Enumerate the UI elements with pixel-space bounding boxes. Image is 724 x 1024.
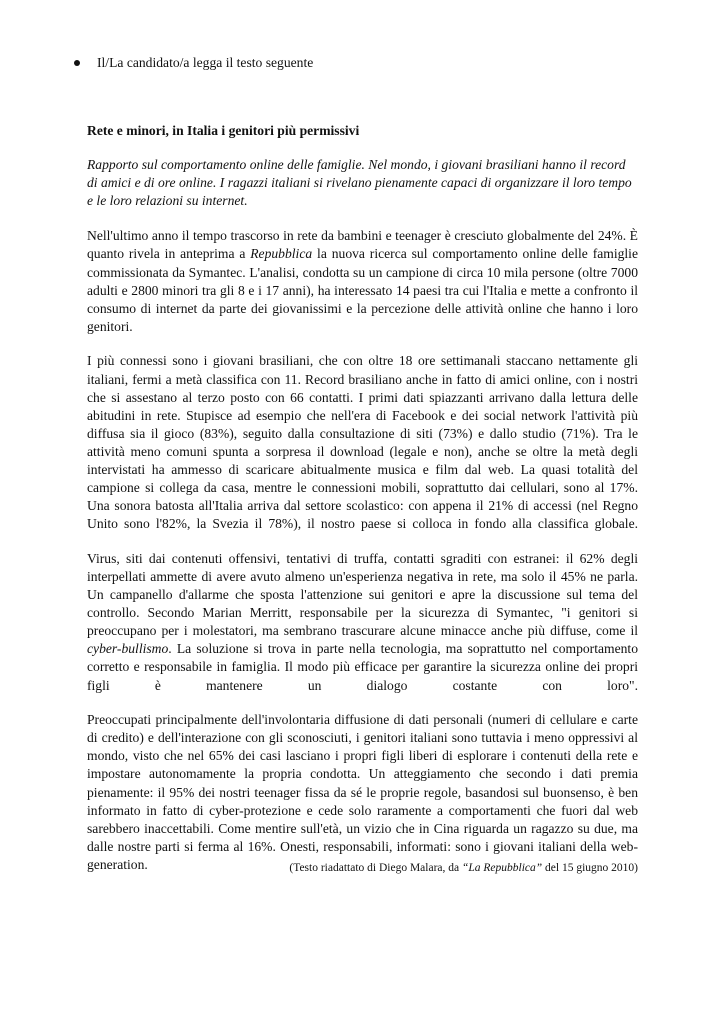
citation-suffix: del 15 giugno 2010) — [542, 862, 638, 874]
citation — [87, 861, 638, 875]
instruction-text: Il/La candidato/a legga il testo seguente — [97, 55, 314, 70]
paragraph-3-text-b: . La soluzione si trova in parte nella tecnologia, ma soprattutto nel comportamento corretto e responsabile in famiglia. Il modo più efficace per garantire la sicurezza online dei propri figli è mantenere un dialogo costante con loro". — [87, 641, 638, 693]
paragraph-1-text-b: la nuova ricerca sul comportamento online delle famiglie commissionata da Symantec. L'analisi, condotta su un campione di circa 10 mila persone (oltre 7000 adulti e 2800 minori tra gli 8 e i 17 anni), ha interessato 14 paesi tra cui l'Italia e mette a confronto il consumo di internet da parte dei giovanissimi e la percezione delle attività online che hanno i loro genitori. — [87, 246, 638, 334]
article — [87, 122, 638, 890]
paragraph-2: I più connessi sono i giovani brasiliani, che con oltre 18 ore settimanali staccano nettamente gli italiani, fermi a metà classifica con 11. Record brasiliano anche in fatto di amici online, con i nostri che si assestano al terzo posto con 66 contatti. I primi dati spiazzanti arrivano dalla lettura delle abitudini in rete. Stupisce ad esempio che nell'era di Facebook e dei social network l'attività più diffusa sia il gioco (83%), seguito dalla consultazione di siti (73%) e dallo studio (71%). Tra le attività meno comuni spunta a sorpresa il download (legale e non), anche se oltre la metà degli intervistati ha ammesso di scaricare abitualmente musica e film dal web. La quasi totalità del campione si collega da casa, mentre le connessioni mobili, soprattutto dai cellulari, sono al 17%. Una sonora batosta all'Italia arriva dal settore scolastico: con appena il 21% di accessi (nel Regno Unito sono l'82%, la Svezia il 78%), il nostro paese si colloca in fondo alla classifica globale. — [87, 353, 638, 532]
article-subtitle: Rapporto sul comportamento online delle famiglie. Nel mondo, i giovani brasiliani hanno il record di amici e di ore online. I ragazzi italiani si rivelano pienamente capaci di organizzare il loro tempo e le loro relazioni su internet. — [87, 157, 632, 209]
paragraph-1 — [87, 227, 638, 336]
article-title: Rete e minori, in Italia i genitori più permissivi — [87, 123, 360, 138]
paragraph-3 — [87, 550, 638, 695]
bullet-icon — [74, 60, 80, 66]
paragraph-1-text-a: Nell'ultimo anno il tempo trascorso in rete da bambini e teenager è cresciuto globalmente del 24%. È quanto rivela in anteprima a — [87, 228, 638, 262]
paragraph-3-italic: cyber-bullismo — [87, 641, 169, 657]
citation-source: “La Repubblica” — [461, 862, 543, 874]
paragraph-4: Preoccupati principalmente dell'involontaria diffusione di dati personali (numeri di cellulare e carte di credito) e dell'interazione con gli sconosciuti, i genitori italiani sono tuttavia i meno oppressivi al mondo, visto che nel 65% dei casi lasciano i propri figli liberi di esplorare i contenuti della rete e impostare autonomamente la propria condotta. Un atteggiamento che secondo i dati premia pienamente: il 95% dei nostri teenager fissa da sé le proprie regole, basandosi sul buonsenso, è ben informato in fatto di cyber-protezione e cede solo raramente a comportamenti che fuori dal web sarebbero inaccettabili. Come mentire sull'età, un vizio che in Cina riguarda un ragazzo su due, ma dalle nostre parti si ferma al 16%. Onesti, responsabili, informati: sono i giovani italiani della web-generation. — [87, 712, 638, 872]
paragraph-3-text-a: Virus, siti dai contenuti offensivi, tentativi di truffa, contatti sgraditi con estranei: il 62% degli interpellati ammette di avere avuto almeno un'esperienza negativa in rete, ma solo il 45% ne parla. Un campanello d'allarme che sposta l'attenzione sui genitori e apre la discussione sul tema del controllo. Secondo Marian Merritt, responsabile per la sicurezza di Symantec, "i genitori si preoccupano per i molestatori, ma sembrano trascurare alcune minacce anche più diffuse, come il — [87, 550, 638, 639]
instruction-line — [74, 54, 313, 72]
citation-prefix: (Testo riadattato di Diego Malara, da — [289, 862, 462, 874]
paragraph-1-italic: Repubblica — [250, 246, 313, 262]
